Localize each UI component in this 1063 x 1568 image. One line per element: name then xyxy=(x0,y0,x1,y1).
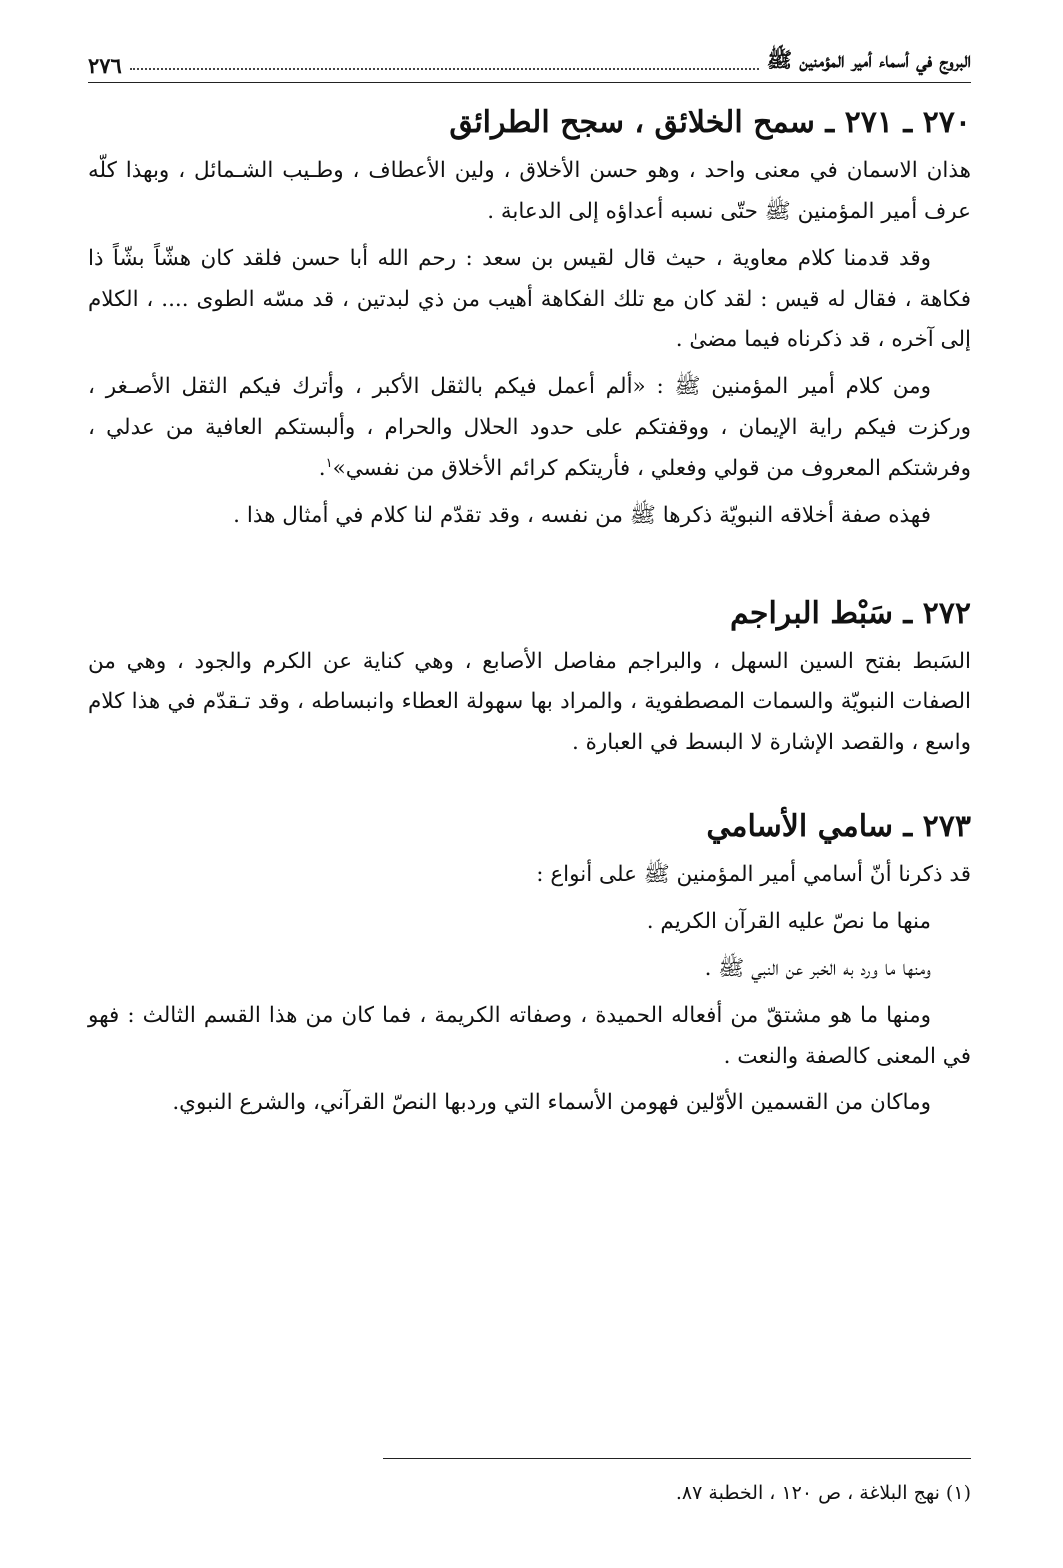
running-header xyxy=(88,44,971,83)
book-title: البروج في أسماء أمير المؤمنين ﷺ xyxy=(766,47,971,72)
footnote: (١) نهج البلاغة ، ص ١٢٠ ، الخطبة ٨٧. xyxy=(675,1482,971,1504)
paragraph: ومن كلام أمير المؤمنين ﷺ : «ألم أعمل فيكم بالثقل الأكبر ، وأترك فيكم الثقل الأصـغر ، وركزت فيكم راية الإيمان ، ووقفتكم على حدود الحلال والحرام ، وألبستكم العافية من عدلي ، وفرشتكم المعروف من قولي وفعلي ، فأريتكم كرائم الأخلاق من نفسي»$^١$. xyxy=(88,374,971,481)
page-body xyxy=(88,100,971,1130)
section-270-271 xyxy=(88,100,971,537)
section-heading: ٢٧٣ ـ سامي الأسامي xyxy=(706,809,971,845)
footnote-divider xyxy=(383,1458,971,1459)
paragraph: قد ذكرنا أنّ أسامي أمير المؤمنين ﷺ على أنواع : xyxy=(536,862,971,888)
footnote-reference[interactable]: ١ xyxy=(325,455,333,471)
page-number: ٢٧٦ xyxy=(88,53,122,78)
paragraph: ومنها ما هو مشتقّ من أفعاله الحميدة ، وصفاته الكريمة ، فما كان من هذا القسم الثالث : فهو في المعنى كالصفة والنعت . xyxy=(88,1002,971,1069)
paragraph: وقد قدمنا كلام معاوية ، حيث قال لقيس بن سعد : رحم الله أبا حسن فلقد كان هشّاً بشّاً ذا فكاهة ، فقال له قيس : لقد كان مع تلك الفكاهة أهيب من ذي لبدتين ، قد مسّه الطوى .... ، الكلام إلى آخره ، قد ذكرناه فيما مضىٰ . xyxy=(88,245,971,353)
quote-text: ومن كلام أمير المؤمنين ﷺ : «ألم أعمل فيكم بالثقل الأكبر ، وأترك فيكم الثقل الأصـغر ، وركزت فيكم راية الإيمان ، ووقفتكم على حدود الحلال والحرام ، وألبستكم العافية من عدلي ، وفرشتكم المعروف من قولي وفعلي ، فأريتكم كرائم الأخلاق من نفسي» xyxy=(88,374,971,481)
section-273 xyxy=(88,804,971,1124)
header-dot-leader xyxy=(130,68,759,70)
section-heading: ٢٧٢ ـ سَبْط البراجم xyxy=(729,595,971,631)
section-272 xyxy=(88,591,971,765)
paragraph: وماكان من القسمين الأوّلين فهومن الأسماء التي وردبها النصّ القرآني، والشرع النبوي. xyxy=(172,1090,931,1116)
list-item: ومنها ما ورد به الخبر عن النبي ﷺ . xyxy=(704,955,931,981)
section-spacer xyxy=(88,543,971,591)
section-spacer xyxy=(88,770,971,804)
paragraph: السَبط بفتح السين السهل ، والبراجم مفاصل الأصابع ، وهي كناية عن الكرم والجود ، وهي من الصفات النبويّة والسمات المصطفوية ، والمراد بها سهولة العطاء وانبساطه ، وقد تـقدّم في هذا كلام واسع ، والقصد الإشارة لا البسط في العبارة . xyxy=(88,648,971,756)
paragraph: فهذه صفة أخلاقه النبويّة ذكرها ﷺ من نفسه ، وقد تقدّم لنا كلام في أمثال هذا . xyxy=(233,502,931,528)
section-heading: ٢٧٠ ـ ٢٧١ ـ سمح الخلائق ، سجح الطرائق xyxy=(449,105,971,140)
list-item: منها ما نصّ عليه القرآن الكريم . xyxy=(646,908,931,934)
paragraph: هذان الاسمان في معنى واحد ، وهو حسن الأخلاق ، ولين الأعطاف ، وطـيب الشـمائل ، وبهذا كلّه عرف أمير المؤمنين ﷺ حتّى نسبه أعداؤه إلى الدعابة . xyxy=(88,158,971,224)
